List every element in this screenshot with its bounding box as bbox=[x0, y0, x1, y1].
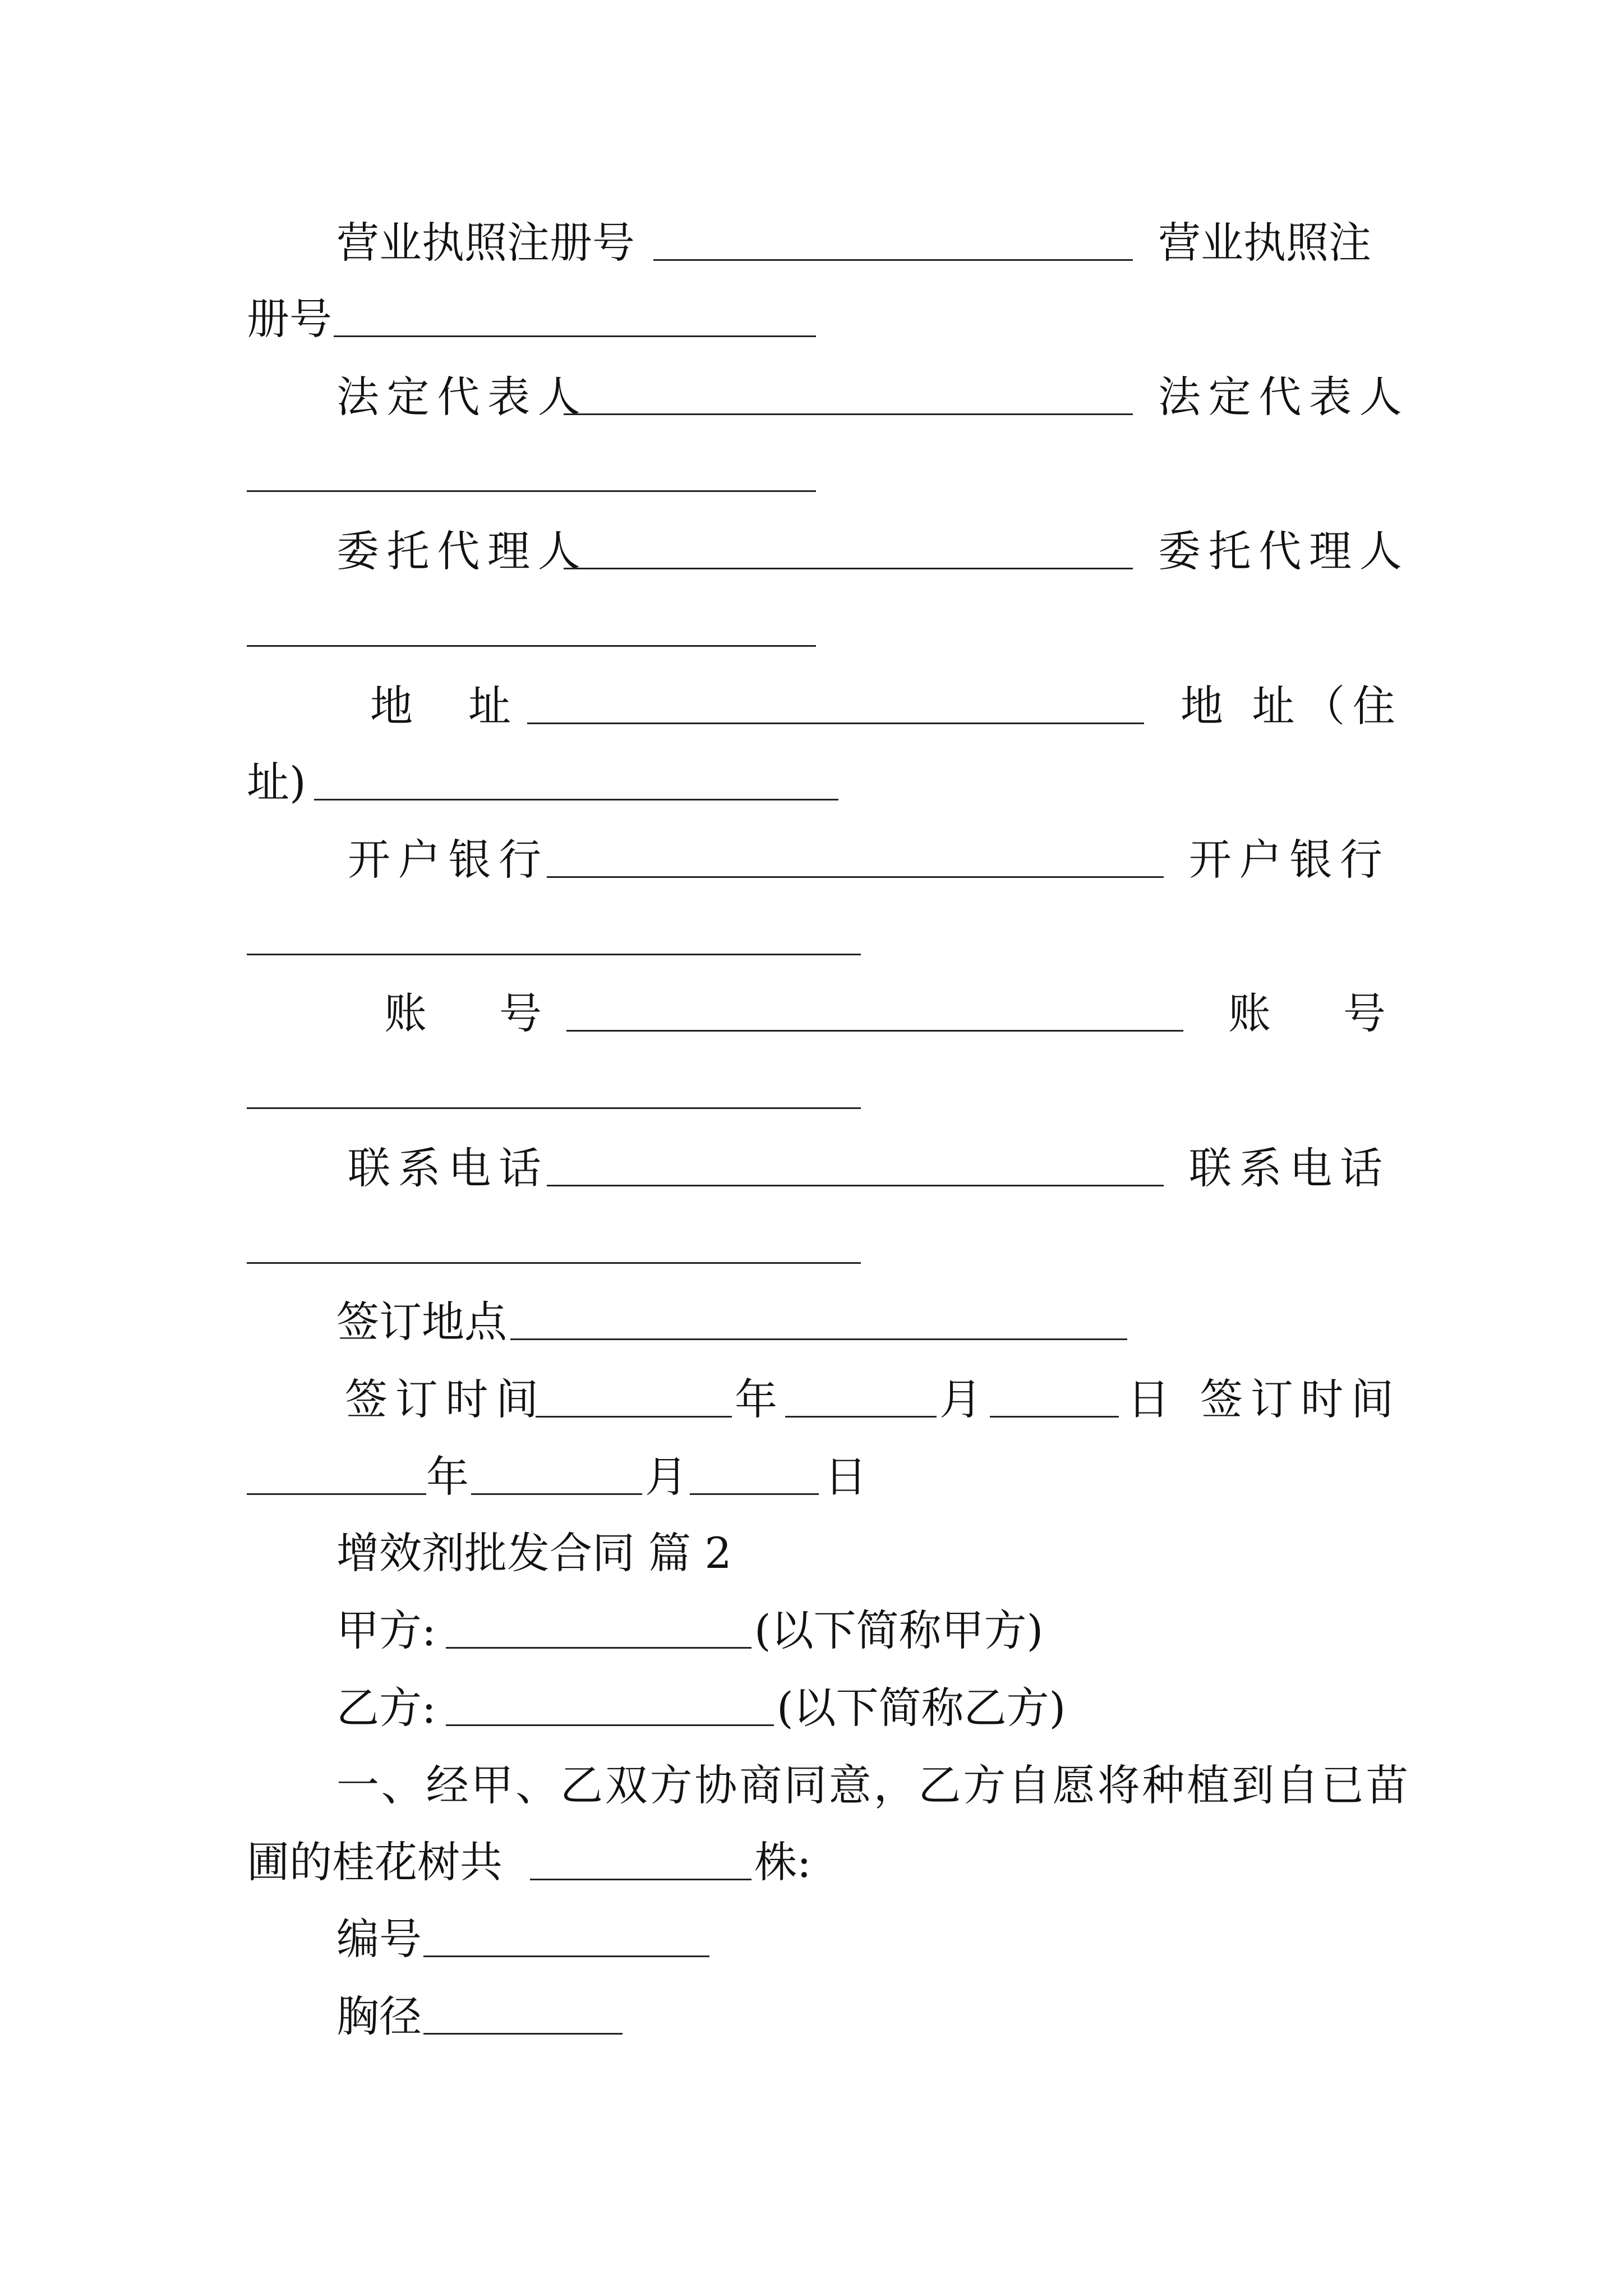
party-a-note: (以下简称甲方) bbox=[754, 1605, 1044, 1655]
bank-blank-a bbox=[547, 876, 1164, 878]
row-item-diameter bbox=[0, 1986, 1623, 2047]
row-item-number bbox=[0, 1908, 1623, 1970]
phone-blank-b bbox=[247, 1262, 861, 1264]
business-license-label-a: 营业执照注册号 bbox=[336, 218, 635, 268]
signing-place-label: 签订地点 bbox=[336, 1297, 507, 1347]
bank-blank-b bbox=[247, 954, 861, 955]
agent-blank-b bbox=[247, 645, 816, 647]
row-agent bbox=[0, 521, 1623, 582]
row-signing-time bbox=[0, 1369, 1623, 1430]
signing-day-blank-a bbox=[990, 1416, 1119, 1418]
account-blank-b bbox=[247, 1107, 861, 1109]
signing-day-label-a: 日 bbox=[1127, 1374, 1170, 1424]
legal-rep-label-b: 法定代表人 bbox=[1158, 372, 1410, 422]
signing-month-blank-b bbox=[471, 1493, 642, 1495]
signing-time-label-b: 签订时间 bbox=[1200, 1374, 1401, 1424]
business-license-blank-a bbox=[653, 259, 1133, 261]
row-account bbox=[0, 983, 1623, 1045]
business-license-blank-b bbox=[334, 335, 816, 337]
row-party-b bbox=[0, 1677, 1623, 1739]
clause1-text-line2b: 株: bbox=[754, 1837, 811, 1887]
address-label-b: 地 址（住 bbox=[1181, 681, 1403, 731]
row-clause1-cont bbox=[0, 1832, 1623, 1893]
contract2-title: 增效剂批发合同 篇 2 bbox=[336, 1528, 732, 1578]
account-label-b-1: 账 bbox=[1228, 988, 1271, 1038]
row-clause1 bbox=[0, 1755, 1623, 1816]
phone-label-b: 联系电话 bbox=[1189, 1143, 1390, 1193]
party-b-blank bbox=[446, 1724, 774, 1726]
clause1-text-line1: 一、经甲、乙双方协商同意，乙方自愿将种植到自已苗 bbox=[336, 1760, 1411, 1810]
party-a-blank bbox=[446, 1647, 751, 1649]
party-a-label: 甲方: bbox=[336, 1605, 436, 1655]
row-account-cont bbox=[0, 1060, 1623, 1122]
agent-label-a: 委托代理人 bbox=[336, 526, 588, 576]
signing-year-blank-a bbox=[536, 1416, 732, 1418]
address-label-a-1: 地 bbox=[370, 681, 413, 731]
account-blank-a bbox=[566, 1030, 1183, 1032]
address-label-a-2: 址 bbox=[468, 681, 511, 731]
signing-month-label-b: 月 bbox=[645, 1452, 688, 1502]
row-agent-cont bbox=[0, 598, 1623, 660]
row-phone-cont bbox=[0, 1215, 1623, 1277]
signing-place-blank bbox=[510, 1338, 1127, 1340]
row-bank-cont bbox=[0, 907, 1623, 968]
item-number-blank bbox=[423, 1955, 709, 1957]
tree-count-blank bbox=[530, 1879, 751, 1880]
row-phone bbox=[0, 1138, 1623, 1199]
account-label-b-2: 号 bbox=[1343, 988, 1386, 1038]
row-signing-time-cont bbox=[0, 1446, 1623, 1508]
row-signing-place bbox=[0, 1291, 1623, 1353]
row-contract2-title bbox=[0, 1522, 1623, 1584]
row-party-a bbox=[0, 1600, 1623, 1662]
address-label-b-cont: 址) bbox=[247, 757, 306, 807]
row-business-license-cont bbox=[0, 288, 1623, 350]
signing-year-label-b: 年 bbox=[426, 1452, 469, 1502]
account-label-a-1: 账 bbox=[384, 988, 427, 1038]
business-license-label-b: 营业执照注 bbox=[1158, 218, 1371, 268]
item-diameter-label: 胸径 bbox=[336, 1991, 422, 2041]
row-address bbox=[0, 675, 1623, 737]
item-number-label: 编号 bbox=[336, 1914, 422, 1964]
legal-rep-blank-a bbox=[564, 413, 1133, 415]
account-label-a-2: 号 bbox=[499, 988, 542, 1038]
signing-month-label-a: 月 bbox=[939, 1374, 982, 1424]
row-business-license bbox=[0, 212, 1623, 274]
row-legal-rep-cont bbox=[0, 443, 1623, 505]
row-bank bbox=[0, 829, 1623, 891]
signing-year-label-a: 年 bbox=[735, 1374, 777, 1424]
agent-blank-a bbox=[564, 568, 1133, 569]
legal-rep-label-a: 法定代表人 bbox=[336, 372, 588, 422]
row-address-cont bbox=[0, 752, 1623, 813]
signing-year-blank-b bbox=[247, 1493, 426, 1495]
address-blank-b bbox=[314, 799, 838, 800]
signing-day-label-b: 日 bbox=[824, 1452, 867, 1502]
row-legal-rep bbox=[0, 366, 1623, 428]
phone-blank-a bbox=[547, 1185, 1164, 1186]
party-b-label: 乙方: bbox=[336, 1683, 436, 1733]
agent-label-b: 委托代理人 bbox=[1158, 526, 1410, 576]
legal-rep-blank-b bbox=[247, 490, 816, 492]
item-diameter-blank bbox=[423, 2033, 623, 2035]
bank-label-a: 开户银行 bbox=[348, 835, 549, 885]
clause1-text-line2a: 圃的桂花树共 bbox=[247, 1837, 502, 1887]
party-b-note: (以下简称乙方) bbox=[777, 1683, 1066, 1733]
address-blank-a bbox=[527, 723, 1144, 724]
bank-label-b: 开户银行 bbox=[1189, 835, 1390, 885]
signing-month-blank-a bbox=[785, 1416, 937, 1418]
phone-label-a: 联系电话 bbox=[348, 1143, 549, 1193]
business-license-label-b-cont: 册号 bbox=[247, 294, 332, 344]
signing-time-label-a: 签订时间 bbox=[345, 1374, 546, 1424]
signing-day-blank-b bbox=[690, 1493, 819, 1495]
